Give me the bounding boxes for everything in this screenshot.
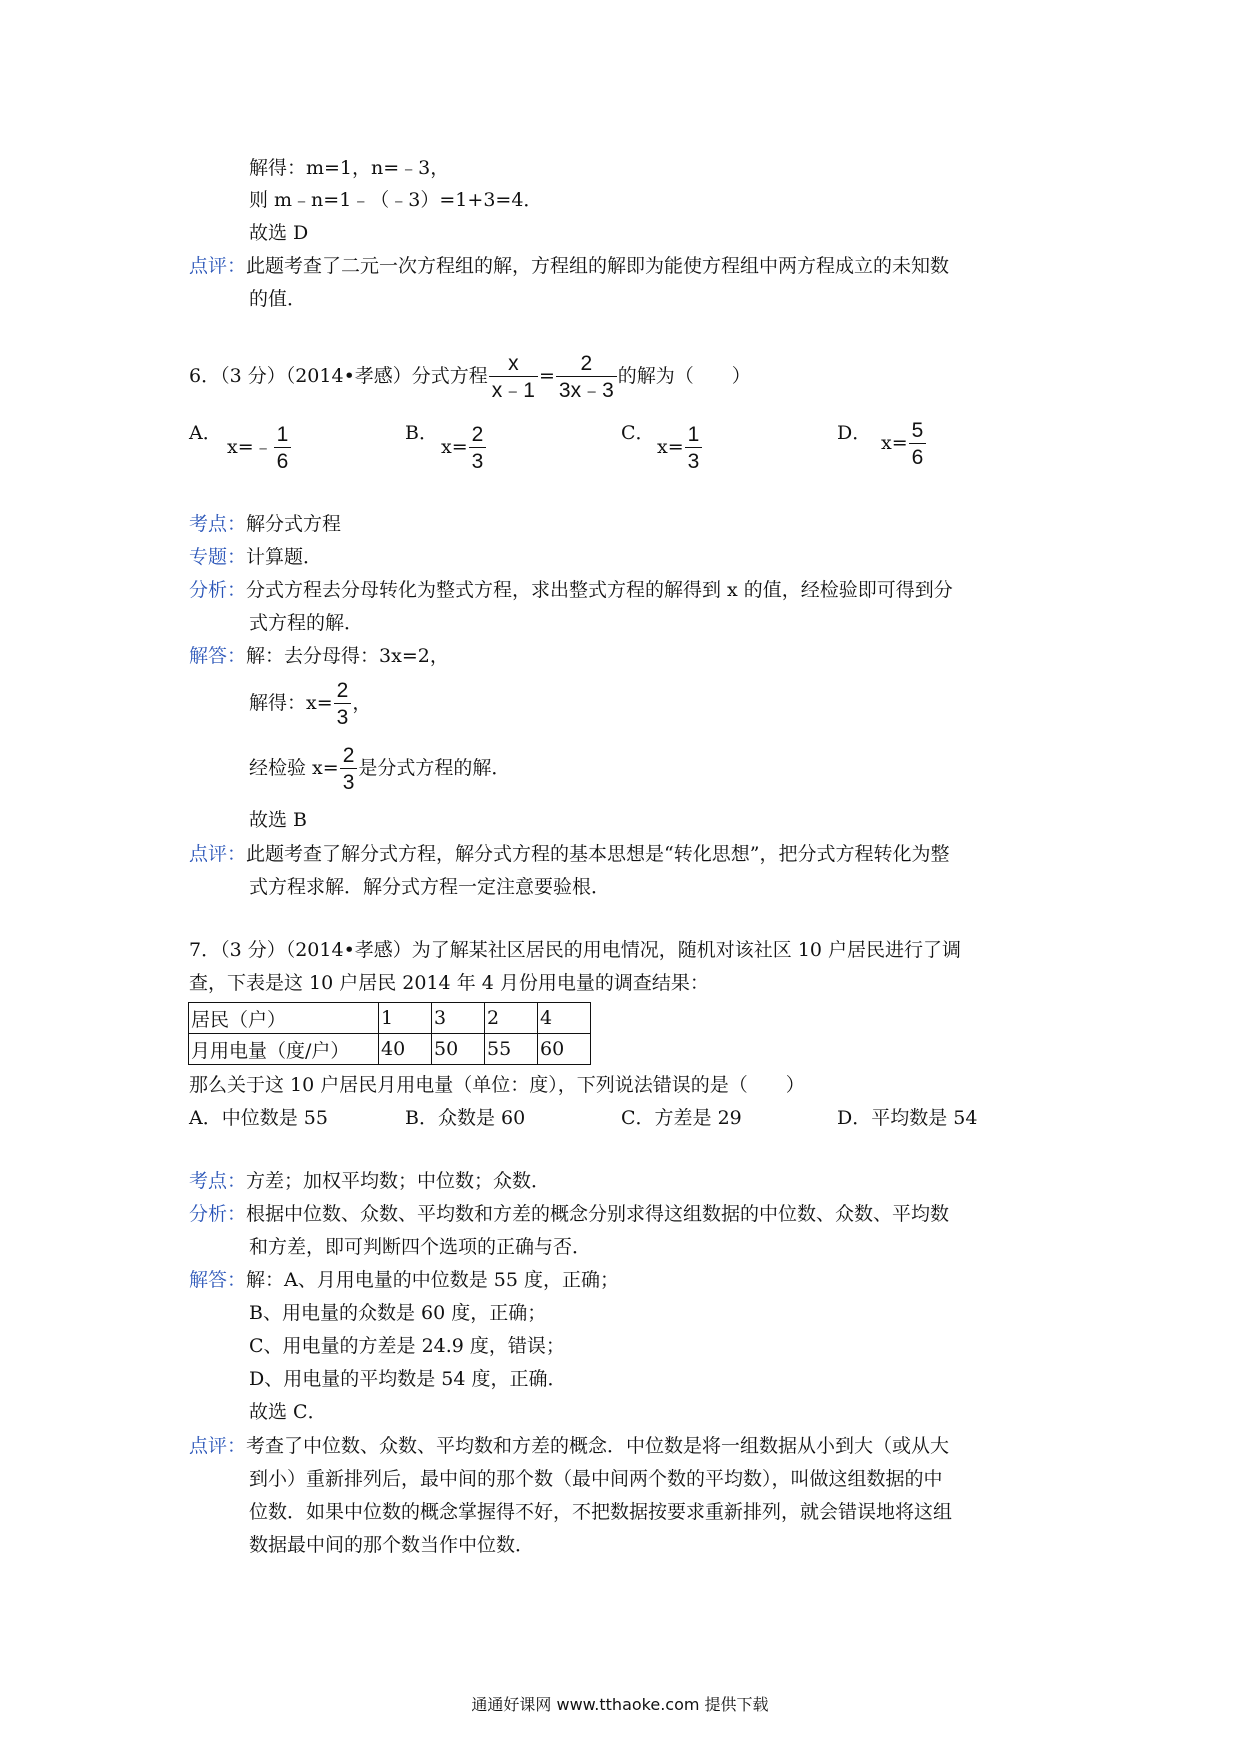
- option-letter: A．: [189, 422, 222, 444]
- q6-zhuanti: [189, 545, 322, 569]
- fraction-denominator: 3: [687, 450, 700, 473]
- q6-jieda-line2: [249, 677, 371, 729]
- fenxi-label: 分析：: [189, 1203, 247, 1225]
- q6-answer-line: 故选 B: [249, 809, 308, 831]
- table-row: [189, 1034, 591, 1065]
- dianping-label: 点评：: [189, 1435, 247, 1457]
- q7-fenxi: [189, 1202, 949, 1226]
- q6-jieda: [189, 644, 449, 668]
- table-row-header: 月用电量（度/户）: [189, 1034, 379, 1065]
- q6-dianping-continued: 式方程求解．解分式方程一定注意要验根．: [249, 876, 611, 898]
- prev-answer-line: 故选 D: [249, 222, 309, 244]
- q7-fenxi-continued: 和方差，即可判断四个选项的正确与否．: [249, 1236, 592, 1258]
- table-cell: 4: [538, 1003, 591, 1034]
- fraction-denominator: 3: [342, 771, 355, 794]
- option-prefix: x=: [881, 432, 908, 454]
- option-letter: D．: [837, 1107, 872, 1129]
- prev-review: [189, 254, 949, 278]
- option-math: [441, 424, 487, 472]
- q7-jieda-line: D、用电量的平均数是 54 度，正确．: [249, 1368, 567, 1390]
- q7-question: 那么关于这 10 户居民月用电量（单位：度），下列说法错误的是（ ）: [189, 1074, 805, 1096]
- prev-solution-line: 则 m﹣n=1﹣（﹣3）=1+3=4．: [249, 189, 543, 211]
- q7-data-table: [188, 1002, 591, 1065]
- fraction-denominator: x﹣1: [491, 379, 535, 402]
- q6-rhs-fraction: [556, 353, 617, 401]
- jieda-fraction: [340, 745, 358, 793]
- option-letter: C．: [621, 422, 655, 444]
- fenxi-text: 根据中位数、众数、平均数和方差的概念分别求得这组数据的中位数、众数、平均数: [246, 1203, 950, 1225]
- q6-option-a: [189, 418, 289, 473]
- zhuanti-label: 专题：: [189, 546, 247, 568]
- jieda-label: 解答：: [189, 645, 247, 667]
- fraction-denominator: 3: [471, 450, 484, 473]
- equals-sign: =: [538, 365, 555, 387]
- q7-option-b: [405, 1106, 525, 1130]
- option-fraction: [685, 424, 703, 472]
- review-text: 此题考查了二元一次方程组的解，方程组的解即为能使方程组中两方程成立的未知数: [246, 255, 950, 277]
- option-math: [657, 424, 703, 472]
- q7-option-d: [837, 1106, 977, 1130]
- option-letter: A．: [189, 1107, 222, 1129]
- table-cell: 40: [379, 1034, 432, 1065]
- table-cell: 50: [432, 1034, 485, 1065]
- table-cell: 2: [485, 1003, 538, 1034]
- zhuanti-text: 计算题．: [246, 546, 323, 568]
- q7-stem-continued: 查，下表是这 10 户居民 2014 年 4 月份用电量的调查结果：: [189, 972, 709, 994]
- jieda-label: 解答：: [189, 1269, 247, 1291]
- fraction-numerator: 2: [469, 424, 487, 448]
- q6-stem-suffix: 的解为（ ）: [617, 365, 751, 387]
- kaodian-text: 解分式方程: [246, 513, 342, 535]
- option-letter: B．: [405, 422, 438, 444]
- option-text: 平均数是 54: [871, 1107, 978, 1129]
- q7-kaodian: [189, 1169, 550, 1193]
- dianping-label: 点评：: [189, 843, 247, 865]
- fraction-denominator: 6: [911, 446, 924, 469]
- fraction-numerator: 2: [556, 353, 617, 377]
- jieda-fraction: [334, 680, 352, 728]
- jieda-suffix: ，: [352, 692, 372, 714]
- q6-stem-prefix: 6．（3 分）（2014•孝感）分式方程: [189, 365, 488, 387]
- q6-fenxi: [189, 578, 953, 602]
- option-fraction: [909, 420, 927, 468]
- q7-jieda: [189, 1268, 619, 1292]
- fenxi-text: 分式方程去分母转化为整式方程，求出整式方程的解得到 x 的值，经检验即可得到分: [246, 579, 953, 601]
- kaodian-label: 考点：: [189, 513, 247, 535]
- jieda-text: 解：去分母得：3x=2，: [246, 645, 449, 667]
- fraction-denominator: 3x﹣3: [558, 379, 614, 402]
- fraction-numerator: 2: [334, 680, 352, 704]
- q6-option-c: [621, 418, 700, 473]
- kaodian-text: 方差；加权平均数；中位数；众数．: [246, 1170, 551, 1192]
- q7-dianping-continued: 位数．如果中位数的概念掌握得不好，不把数据按要求重新排列，就会错误地将这组: [249, 1501, 953, 1523]
- fenxi-label: 分析：: [189, 579, 247, 601]
- fraction-numerator: 1: [274, 424, 292, 448]
- q7-option-c: [621, 1106, 742, 1130]
- option-prefix: x=: [441, 436, 468, 458]
- review-label: 点评：: [189, 255, 247, 277]
- kaodian-label: 考点：: [189, 1170, 247, 1192]
- jieda-prefix: 经检验 x=: [249, 757, 339, 779]
- q6-stem: [189, 346, 751, 406]
- q6-dianping: [189, 842, 949, 866]
- page-footer: 通通好课网 www.tthaoke.com 提供下载: [471, 1695, 769, 1714]
- option-prefix: x=: [657, 436, 684, 458]
- option-prefix: x=﹣: [227, 436, 273, 458]
- table-row: [189, 1003, 591, 1034]
- option-text: 中位数是 55: [221, 1107, 328, 1129]
- q6-fenxi-continued: 式方程的解．: [249, 612, 364, 634]
- option-letter: D．: [837, 422, 872, 444]
- q7-dianping-continued: 到小）重新排列后，最中间的那个数（最中间两个数的平均数），叫做这组数据的中: [249, 1468, 943, 1490]
- dianping-text: 此题考查了解分式方程，解分式方程的基本思想是“转化思想”，把分式方程转化为整: [246, 843, 950, 865]
- q6-jieda-line3: [249, 742, 510, 794]
- fraction-denominator: 6: [276, 450, 289, 473]
- table-cell: 1: [379, 1003, 432, 1034]
- q7-dianping: [189, 1434, 949, 1458]
- jieda-text: 解：A、月用电量的中位数是 55 度，正确；: [246, 1269, 619, 1291]
- q7-jieda-line: C、用电量的方差是 24.9 度，错误；: [249, 1335, 565, 1357]
- option-text: 众数是 60: [437, 1107, 526, 1129]
- q7-answer-line: 故选 C．: [249, 1401, 327, 1423]
- option-math: [881, 420, 927, 468]
- fraction-numerator: 5: [909, 420, 927, 444]
- table-cell: 55: [485, 1034, 538, 1065]
- q7-dianping-continued: 数据最中间的那个数当作中位数．: [249, 1534, 535, 1556]
- option-fraction: [469, 424, 487, 472]
- q6-option-b: [405, 418, 484, 473]
- dianping-text: 考查了中位数、众数、平均数和方差的概念．中位数是将一组数据从小到大（或从大: [246, 1435, 950, 1457]
- fraction-denominator: 3: [336, 706, 349, 729]
- option-text: 方差是 29: [654, 1107, 742, 1129]
- prev-solution-line: 解得：m=1，n=﹣3，: [249, 157, 450, 179]
- q6-kaodian: [189, 512, 341, 536]
- q7-jieda-line: B、用电量的众数是 60 度，正确；: [249, 1302, 547, 1324]
- fraction-numerator: 2: [340, 745, 358, 769]
- option-fraction: [274, 424, 292, 472]
- table-cell: 60: [538, 1034, 591, 1065]
- fraction-numerator: x: [489, 353, 538, 377]
- option-math: [227, 424, 292, 472]
- jieda-prefix: 解得：x=: [249, 692, 333, 714]
- table-cell: 3: [432, 1003, 485, 1034]
- prev-review-continued: 的值．: [249, 288, 307, 310]
- fraction-numerator: 1: [685, 424, 703, 448]
- table-row-header: 居民（户）: [189, 1003, 379, 1034]
- q7-stem: 7．（3 分）（2014•孝感）为了解某社区居民的用电情况，随机对该社区 10 户居民进行了调: [189, 939, 962, 961]
- jieda-suffix: 是分式方程的解．: [358, 757, 511, 779]
- q7-option-a: [189, 1106, 328, 1130]
- option-letter: C．: [621, 1107, 655, 1129]
- q6-option-d: [837, 418, 924, 469]
- option-letter: B．: [405, 1107, 438, 1129]
- q6-lhs-fraction: [489, 353, 538, 401]
